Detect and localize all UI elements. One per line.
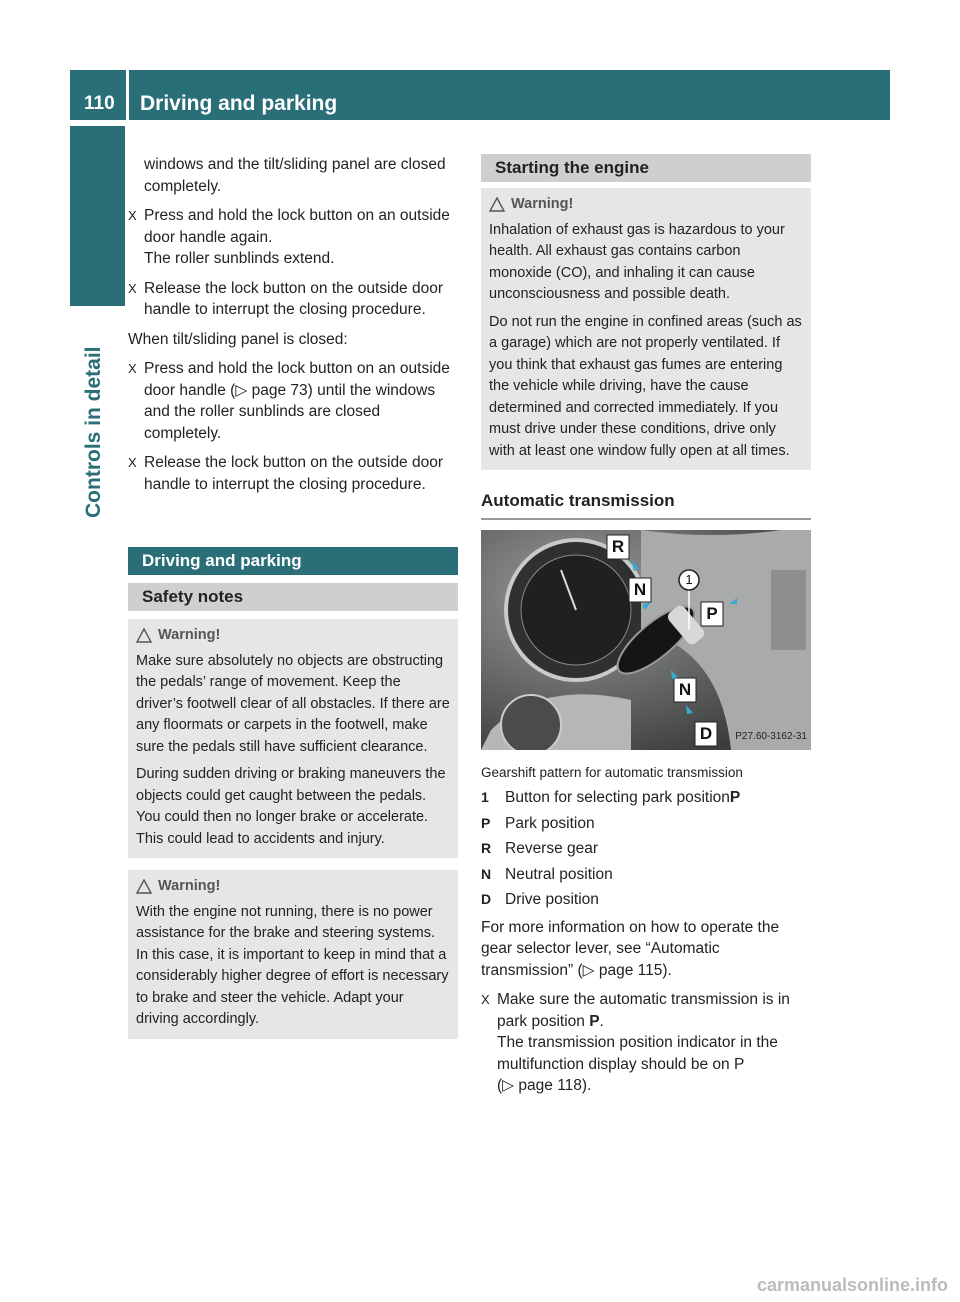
result-text: The roller sunblinds extend. [144,250,335,267]
legend-text: Reverse gear [505,840,599,857]
gear-label-r: R [611,536,625,556]
gearshift-illustration [481,530,811,750]
continued-text: windows and the tilt/sliding panel are closed completely. [144,156,446,195]
gear-label-n: N [633,579,647,599]
legend-item [481,813,811,835]
warning-box [481,188,811,470]
arrow-icon: X [128,280,137,296]
paragraph-text: For more information on how to operate the gear selector lever, see “Automatic transmission” ( [481,918,780,979]
list-item-text: Make sure the automatic transmission is in park position [497,991,790,1030]
legend-item [481,889,811,911]
warning-text: Inhalation of exhaust gas is hazardous to your health. All exhaust gas contains carbon monoxide (CO), and inhaling it can cause unconsciousness and possible death. [489,221,785,302]
list-item [128,358,458,444]
arrow-icon: X [128,208,137,223]
gear-label-p: P [706,603,718,623]
arrow-icon: X [128,361,137,376]
sidebar-tab [70,126,125,306]
warning-triangle-icon [489,197,505,212]
page-ref-link[interactable]: page 73 [251,381,308,399]
warning-title-text: Warning! [158,627,221,643]
legend-symbol: D [481,891,492,907]
list-item-text: Press and hold the lock button on an outside door handle ( [144,360,450,399]
warning-box [128,619,458,858]
list-item-text: . [599,1012,604,1030]
legend-list [481,787,811,911]
list-item-text: Release the lock button on the outside door handle to interrupt the closing procedure. [144,279,444,318]
legend-text: Drive position [505,891,599,908]
legend-symbol: P [481,814,491,831]
gear-label-d: D [699,723,713,743]
legend-text: Park position [505,814,595,832]
legend-text: Neutral position [505,865,613,883]
watermark: carmanualsonline.info [756,1275,948,1295]
list-item-text: ) until the windows and the roller sunblinds are closed completely. [144,381,436,442]
subsection-heading: Safety notes [128,583,458,611]
section-heading: Driving and parking [128,547,458,575]
list-item [128,278,458,321]
subsection-heading: Starting the engine [481,154,811,182]
page-ref-link[interactable]: page 115 [598,961,663,979]
figure-caption: Gearshift pattern for automatic transmission [481,764,743,780]
legend-item [481,864,811,886]
page-ref-link[interactable]: page 118 [518,1077,582,1094]
warning-text: With the engine not running, there is no power assistance for the brake and steering systems. In this case, it is important to keep in mind that a considerably higher degree of effort is necessary to brake and steer the vehicle. Adapt your driving accordingly. [136,903,449,1027]
list-item-text: Press and hold the lock button on an outside door handle again. [144,207,450,246]
callout-1: 1 [685,571,693,587]
legend-symbol: 1 [481,789,489,805]
warning-title [489,194,803,216]
arrow-icon: X [128,455,137,470]
warning-triangle-icon [136,879,152,894]
warning-title-text: Warning! [511,196,574,212]
result-text: ( [497,1077,503,1094]
paragraph-text: ). [662,961,672,979]
warning-box [128,870,458,1039]
gear-label-n: N [678,679,692,699]
paragraph: When tilt/sliding panel is closed: [128,330,348,348]
section-heading: Automatic transmission [481,490,811,520]
legend-symbol: N [481,865,492,882]
list-item [128,452,458,495]
page-number: 110 [84,93,115,114]
warning-text: During sudden driving or braking maneuvers the objects could get caught between the pedals. You could then no longer brake or accelerate. This could lead to accidents and injury. [136,766,446,847]
legend-text: Button for selecting park position [505,789,730,806]
photo-code: P27.60-3162-31 [735,731,807,742]
warning-title [136,876,450,898]
arrow-icon: X [481,992,490,1007]
sidebar-label-wrap [70,306,125,606]
list-item-text: Release the lock button on the outside door handle to interrupt the closing procedure. [144,454,444,493]
warning-title-text: Warning! [158,878,221,894]
legend-item [481,838,811,860]
sidebar-label: Controls in detail [82,346,105,518]
left-column [128,154,458,1039]
legend-bold: P [729,789,741,806]
result-text: The transmission position indicator in the multifunction display should be on [497,1034,778,1073]
display-symbol: P [733,1055,745,1073]
ref-arrow-icon: ▷ [582,961,599,979]
legend-item [481,787,811,809]
gearshift-photo [481,530,811,750]
header-divider [126,70,129,120]
page-header [70,70,890,120]
legend-symbol: R [481,840,492,856]
list-item [128,205,458,270]
warning-triangle-icon [136,628,152,643]
result-text: ). [581,1077,592,1094]
right-column [481,154,811,1105]
warning-text: Make sure absolutely no objects are obstructing the pedals’ range of movement. Keep the driver’s footwell clear of all obstacles. If there are any floormats or carpets in the footwell, make sure the pedals still have sufficient clearance. [136,652,450,755]
paragraph [481,917,811,982]
warning-title [136,625,450,647]
ref-arrow-icon: ▷ [502,1077,519,1094]
ref-arrow-icon: ▷ [235,381,252,399]
bold-text: P [589,1012,600,1030]
page-title: Driving and parking [140,92,338,115]
warning-text: Do not run the engine in confined areas (such as a garage) which are not properly ventilated. If you think that exhaust gas fumes are entering the vehicle while driving, have the cause determined and corrected immediately. If you must drive under these conditions, drive only with at least one window fully open at all times. [489,313,802,459]
list-item [481,989,811,1097]
